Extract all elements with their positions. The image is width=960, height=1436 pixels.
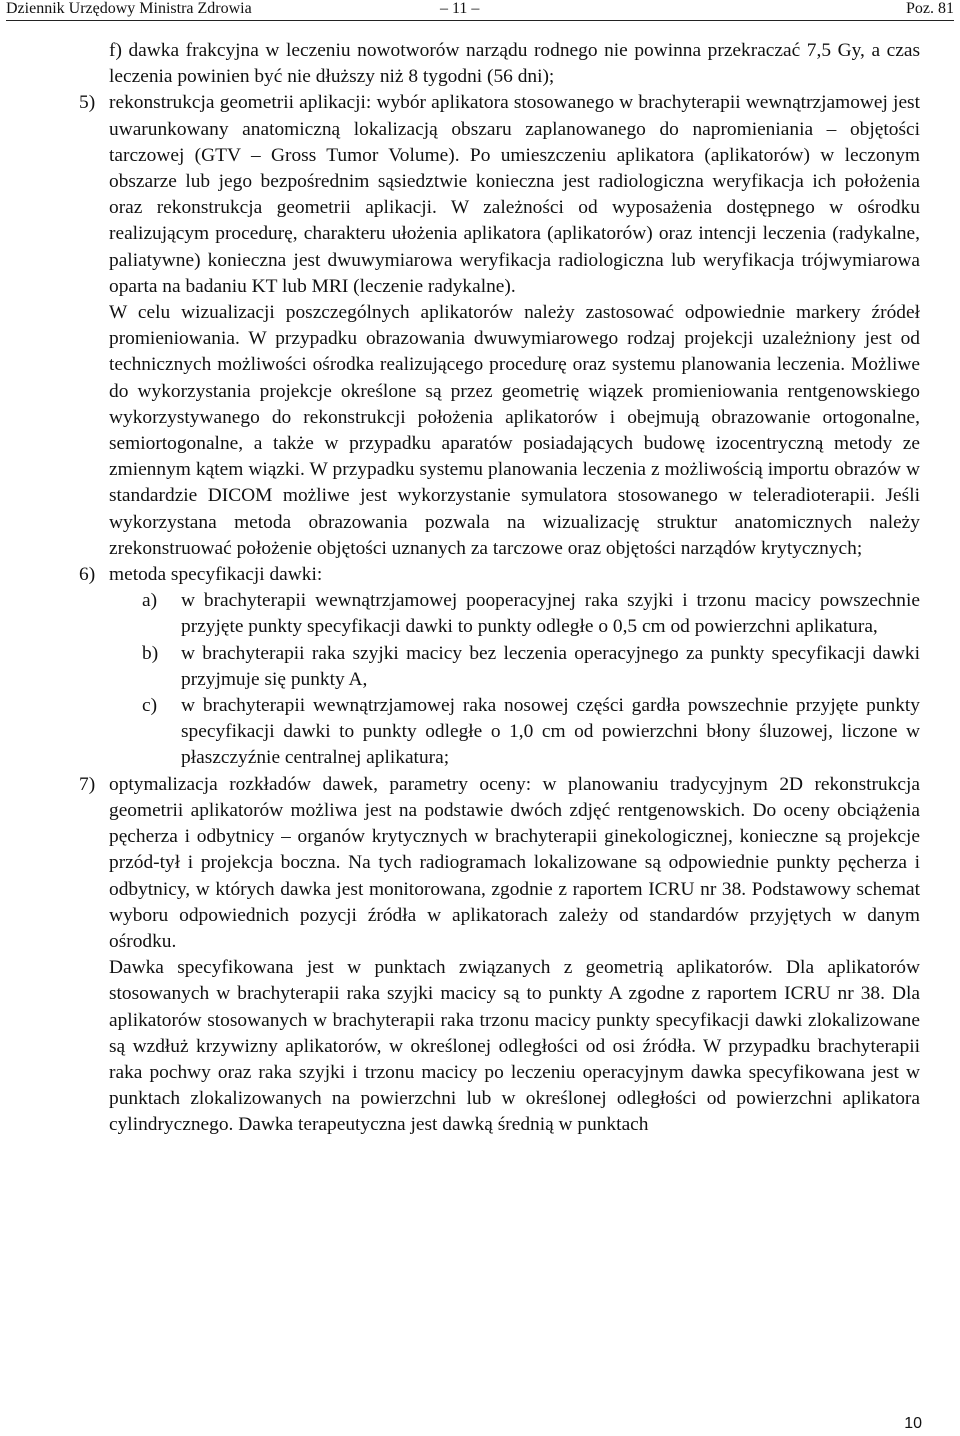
sub-item-text: w brachyterapii wewnątrzjamowej raka nosowej części gardła powszechnie przyjęte punkty specyfikacji dawki to punkty odległe o 1,0 cm od powierzchni błony śluzowej, liczone w płaszczyźnie centralnej aplikatura;	[181, 695, 920, 769]
sub-item-b	[79, 641, 920, 693]
list-item-7	[79, 772, 920, 1139]
item-6-text: metoda specyfikacji dawki:	[109, 564, 323, 586]
list-item-5	[79, 90, 920, 562]
item-5-text: rekonstrukcja geometrii aplikacji: wybór aplikatora stosowanego w brachyterapii wewnątrzjamowej jest uwarunkowany anatomiczną lokalizacją obszaru zaplanowanego do napromieniania – objętości tarczowej (GTV – Gross Tumor Volume). Po umieszczeniu aplikatora (aplikatorów) w leczonym obszarze lub jego bezpośrednim sąsiedztwie konieczna jest radiologiczna weryfikacja ich położenia oraz rekonstrukcja geometrii aplikacji. W zależności od wyposażenia dostępnego w ośrodku realizującym procedurę, charakteru ułożenia aplikatora (aplikatorów) oraz intencji leczenia (radykalne, paliatywne) konieczna jest dwuwymiarowa weryfikacja radiologiczna lub weryfikacja trójwymiarowa oparta na badaniu KT lub MRI (leczenie radykalne).	[109, 92, 920, 297]
document-body	[79, 38, 920, 1139]
sub-item-a	[79, 588, 920, 640]
item-7-text: optymalizacja rozkładów dawek, parametry oceny: w planowaniu tradycyjnym 2D rekonstrukcja geometrii aplikatorów możliwa jest na podstawie dwóch zdjęć rentgenowskich. Do oceny obciążenia pęcherza i odbytnicy – organów krytycznych w brachyterapii ginekologicznej, konieczne są projekcje przód-tył i projekcja boczna. Na tych radiogramach lokalizowane są odpowiednie punkty pęcherza i odbytnicy, w których dawka jest monitorowana, zgodnie z raportem ICRU nr 38. Podstawowy schemat wyboru odpowiednich pozycji źródła w aplikatorach zależy od standardów przyjętych w danym ośrodku.	[109, 773, 920, 952]
item-number: 7)	[79, 773, 96, 795]
sub-item-label: c)	[142, 695, 158, 717]
journal-title: Dziennik Urzędowy Ministra Zdrowia	[6, 0, 252, 17]
sub-item-label: b)	[142, 642, 159, 664]
header-page-number: – 11 –	[440, 0, 480, 17]
sub-item-text: w brachyterapii raka szyjki macicy bez leczenia operacyjnego za punkty specyfikacji dawki przyjmuje się punkty A,	[181, 642, 920, 690]
page-number: 10	[904, 1415, 922, 1432]
sub-item-c	[79, 693, 920, 772]
item-number: 6)	[79, 564, 96, 586]
sub-item-label: a)	[142, 590, 158, 612]
item-number: 5)	[79, 92, 96, 114]
item-5-paragraph-2: W celu wizualizacji poszczególnych aplikatorów należy zastosować odpowiednie markery źródeł promieniowania. W przypadku obrazowania dwuwymiarowego rodzaj projekcji uzależniony jest od technicznych możliwości ośrodka realizującego procedurę oraz systemu planowania leczenia. Możliwe do wykorzystania projekcje określone są przez geometrię wiązek promieniowania rentgenowskiego wykorzystywanego do rekonstrukcji położenia aplikatorów i obejmują obrazowanie ortogonalne, semiortogonalne, a także w przypadku aparatów posiadających budowę izocentryczną metody ze zmiennym kątem wiązki. W przypadku systemu planowania leczenia z możliwością importu obrazów w standardzie DICOM możliwe jest wykorzystanie symulatora stosowanego w teleradioterapii. Jeśli wykorzystana metoda obrazowania pozwala na wizualizację struktur anatomicznych należy zrekonstruować położenie objętości uznanych za tarczowe oraz objętości narządów krytycznych;	[109, 302, 920, 559]
sub-item-text: w brachyterapii wewnątrzjamowej pooperacyjnej raka szyjki i trzonu macicy powszechnie przyjęte punkty specyfikacji dawki to punkty odległe o 0,5 cm od powierzchni aplikatura,	[181, 590, 920, 638]
page-header	[6, 0, 954, 21]
list-item-6	[79, 562, 920, 588]
paragraph-f: f) dawka frakcyjna w leczeniu nowotworów narządu rodnego nie powinna przekraczać 7,5 Gy, a czas leczenia powinien być nie dłuższy niż 8 tygodni (56 dni);	[109, 40, 920, 88]
item-7-paragraph-2: Dawka specyfikowana jest w punktach związanych z geometrią aplikatorów. Dla aplikatorów stosowanych w brachyterapii raka szyjki macicy są to punkty A zgodne z raportem ICRU nr 38. Dla aplikatorów stosowanych w brachyterapii raka trzonu macicy punkty specyfikacji dawki zlokalizowane są wzdłuż krzywizny aplikatorów, w określonej odległości od osi źródła. W przypadku brachyterapii raka pochwy oraz raka szyjki i trzonu macicy po leczeniu operacyjnym dawka specyfikowana jest w punktach zlokalizowanych na powierzchni lub w określonej odległości od powierzchni aplikatora cylindrycznego. Dawka terapeutyczna jest dawką średnią w punktach	[109, 957, 920, 1136]
position-number: Poz. 81	[906, 0, 954, 17]
